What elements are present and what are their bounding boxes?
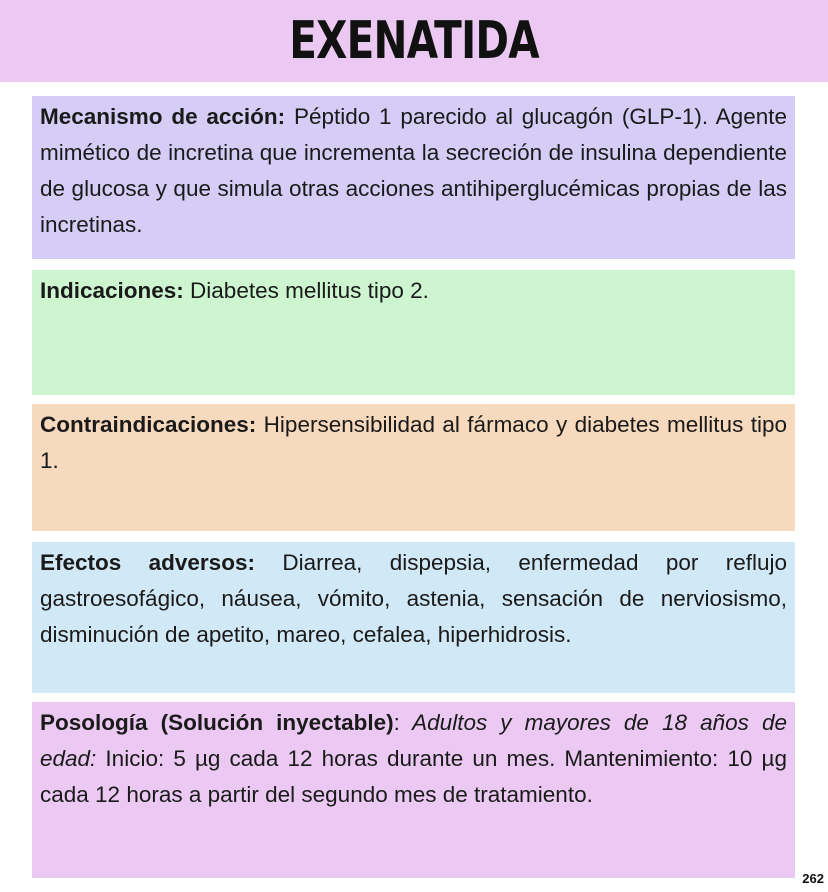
contraindications-label: Contraindicaciones: bbox=[40, 412, 257, 437]
dosage-label: Posología (Solución inyectable) bbox=[40, 710, 394, 735]
dosage-colon: : bbox=[393, 710, 400, 735]
adverse-effects-section bbox=[32, 542, 795, 693]
dosage-text: Inicio: 5 µg cada 12 horas durante un mes. Mantenimiento: 10 µg cada 12 horas a partir del segundo mes de tratamiento. bbox=[40, 746, 787, 807]
mechanism-section bbox=[32, 96, 795, 259]
contraindications-section bbox=[32, 404, 795, 531]
page-title: EXENATIDA bbox=[289, 11, 539, 71]
title-bar bbox=[0, 0, 828, 82]
adverse-effects-label: Efectos adversos: bbox=[40, 550, 255, 575]
mechanism-text: Péptido 1 parecido al glucagón (GLP-1). Agente mimético de incretina que incrementa la secreción de insulina dependiente de glucosa y que simula otras acciones antihiperglucémicas propias de las incretinas. bbox=[40, 104, 787, 237]
adverse-effects-text: Diarrea, dispepsia, enfermedad por reflujo gastroesofágico, náusea, vómito, astenia, sensación de nerviosismo, disminución de apetito, mareo, cefalea, hiperhidrosis. bbox=[40, 550, 787, 647]
indications-label: Indicaciones: bbox=[40, 278, 184, 303]
contraindications-text: Hipersensibilidad al fármaco y diabetes mellitus tipo 1. bbox=[40, 412, 787, 473]
dosage-italic-text: Adultos y mayores de 18 años de edad: bbox=[40, 710, 787, 771]
page-number: 262 bbox=[802, 871, 824, 886]
indications-text: Diabetes mellitus tipo 2. bbox=[183, 278, 429, 303]
dosage-section bbox=[32, 702, 795, 878]
indications-section bbox=[32, 270, 795, 395]
mechanism-label: Mecanismo de acción: bbox=[40, 104, 286, 129]
